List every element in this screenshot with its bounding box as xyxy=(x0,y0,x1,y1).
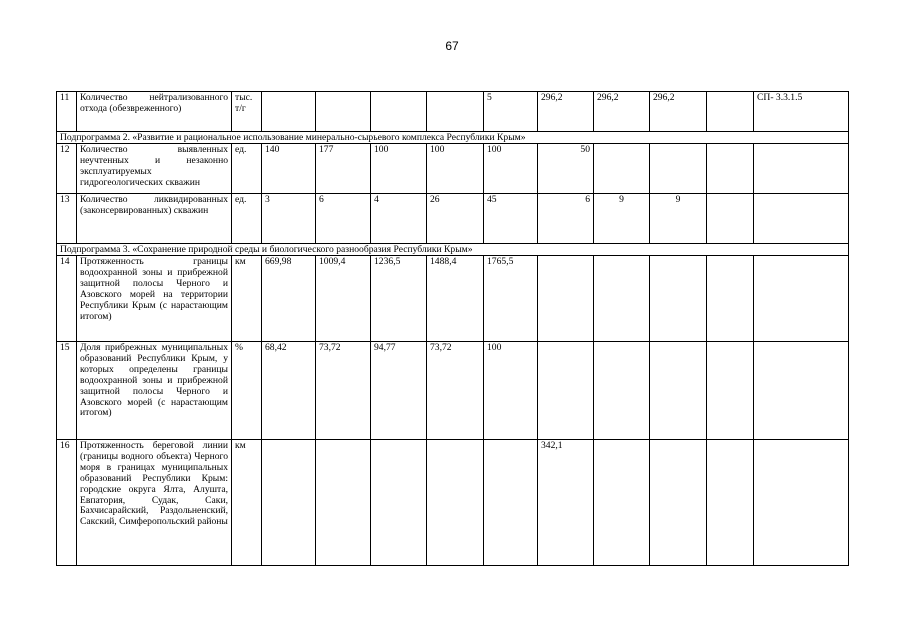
value-cell: 296,2 xyxy=(594,92,650,132)
value-cell: 100 xyxy=(484,342,538,440)
value-cell: 9 xyxy=(650,194,707,244)
value-cell xyxy=(371,440,427,566)
value-cell: 3 xyxy=(262,194,316,244)
unit-cell: км xyxy=(232,256,262,342)
subprogram-heading: Подпрограмма 2. «Развитие и рациональное использование минерально-сырьевого комплекса Республики Крым» xyxy=(57,132,849,144)
subprogram-heading: Подпрограмма 3. «Сохранение природной среды и биологического разнообразия Республики Крым» xyxy=(57,244,849,256)
unit-cell: км xyxy=(232,440,262,566)
value-cell: 26 xyxy=(427,194,484,244)
value-cell xyxy=(754,194,849,244)
value-cell xyxy=(754,342,849,440)
row-number: 14 xyxy=(57,256,77,342)
value-cell xyxy=(316,92,371,132)
value-cell xyxy=(754,440,849,566)
value-cell xyxy=(650,256,707,342)
value-cell xyxy=(484,440,538,566)
value-cell xyxy=(262,92,316,132)
value-cell: 50 xyxy=(538,144,594,194)
value-cell: 1009,4 xyxy=(316,256,371,342)
value-cell: 177 xyxy=(316,144,371,194)
value-cell xyxy=(538,342,594,440)
value-cell xyxy=(754,256,849,342)
value-cell xyxy=(650,144,707,194)
value-cell: 4 xyxy=(371,194,427,244)
indicator-name: Количество выявленных неучтенных и незаконно эксплуатируемых гидрогеологических скважин xyxy=(77,144,232,194)
value-cell xyxy=(316,440,371,566)
value-cell: 73,72 xyxy=(316,342,371,440)
table-row xyxy=(57,440,849,566)
unit-cell: ед. xyxy=(232,194,262,244)
section-row xyxy=(57,244,849,256)
value-cell xyxy=(538,256,594,342)
value-cell xyxy=(707,256,754,342)
value-cell xyxy=(262,440,316,566)
value-cell: 1765,5 xyxy=(484,256,538,342)
value-cell: СП- 3.3.1.5 xyxy=(754,92,849,132)
value-cell xyxy=(754,144,849,194)
indicator-name: Протяженность границы водоохранной зоны и прибрежной защитной полосы Черного и Азовского морей на территории Республики Крым (с нарастающим итогом) xyxy=(77,256,232,342)
value-cell xyxy=(427,92,484,132)
value-cell xyxy=(707,342,754,440)
value-cell: 6 xyxy=(538,194,594,244)
value-cell xyxy=(707,92,754,132)
table-row xyxy=(57,92,849,132)
value-cell: 45 xyxy=(484,194,538,244)
value-cell xyxy=(594,256,650,342)
value-cell: 669,98 xyxy=(262,256,316,342)
section-row xyxy=(57,132,849,144)
indicators-table xyxy=(56,91,849,566)
table-row xyxy=(57,342,849,440)
value-cell: 100 xyxy=(484,144,538,194)
value-cell: 100 xyxy=(427,144,484,194)
indicator-name: Количество нейтрализованного отхода (обезвреженного) xyxy=(77,92,232,132)
page-number: 67 xyxy=(445,39,459,53)
table-row xyxy=(57,144,849,194)
unit-cell: % xyxy=(232,342,262,440)
row-number: 16 xyxy=(57,440,77,566)
row-number: 15 xyxy=(57,342,77,440)
value-cell xyxy=(594,440,650,566)
value-cell: 9 xyxy=(594,194,650,244)
table-row xyxy=(57,256,849,342)
value-cell: 73,72 xyxy=(427,342,484,440)
value-cell xyxy=(707,144,754,194)
value-cell xyxy=(707,194,754,244)
value-cell xyxy=(650,440,707,566)
value-cell: 296,2 xyxy=(538,92,594,132)
indicator-name: Протяженность береговой линии (границы водного объекта) Черного моря в границах муниципальных образований Республики Крым: городские округа Ялта, Алушта, Евпатория, Судак, Саки, Бахчисарайский, Раздольненский, Сакский, Симферопольский районы xyxy=(77,440,232,566)
value-cell: 6 xyxy=(316,194,371,244)
value-cell: 68,42 xyxy=(262,342,316,440)
row-number: 12 xyxy=(57,144,77,194)
row-number: 11 xyxy=(57,92,77,132)
value-cell xyxy=(650,342,707,440)
unit-cell: ед. xyxy=(232,144,262,194)
value-cell: 5 xyxy=(484,92,538,132)
value-cell xyxy=(427,440,484,566)
value-cell xyxy=(594,144,650,194)
value-cell: 1488,4 xyxy=(427,256,484,342)
value-cell: 1236,5 xyxy=(371,256,427,342)
value-cell: 94,77 xyxy=(371,342,427,440)
value-cell xyxy=(594,342,650,440)
value-cell: 140 xyxy=(262,144,316,194)
value-cell: 296,2 xyxy=(650,92,707,132)
row-number: 13 xyxy=(57,194,77,244)
unit-cell: тыс. т/г xyxy=(232,92,262,132)
value-cell: 342,1 xyxy=(538,440,594,566)
indicator-name: Количество ликвидированных (законсервированных) скважин xyxy=(77,194,232,244)
value-cell xyxy=(371,92,427,132)
table-row xyxy=(57,194,849,244)
value-cell xyxy=(707,440,754,566)
value-cell: 100 xyxy=(371,144,427,194)
indicator-name: Доля прибрежных муниципальных образований Республики Крым, у которых определены границы водоохранной зоны и прибрежной защитной полосы Черного и Азовского морей (с нарастающим итогом) xyxy=(77,342,232,440)
